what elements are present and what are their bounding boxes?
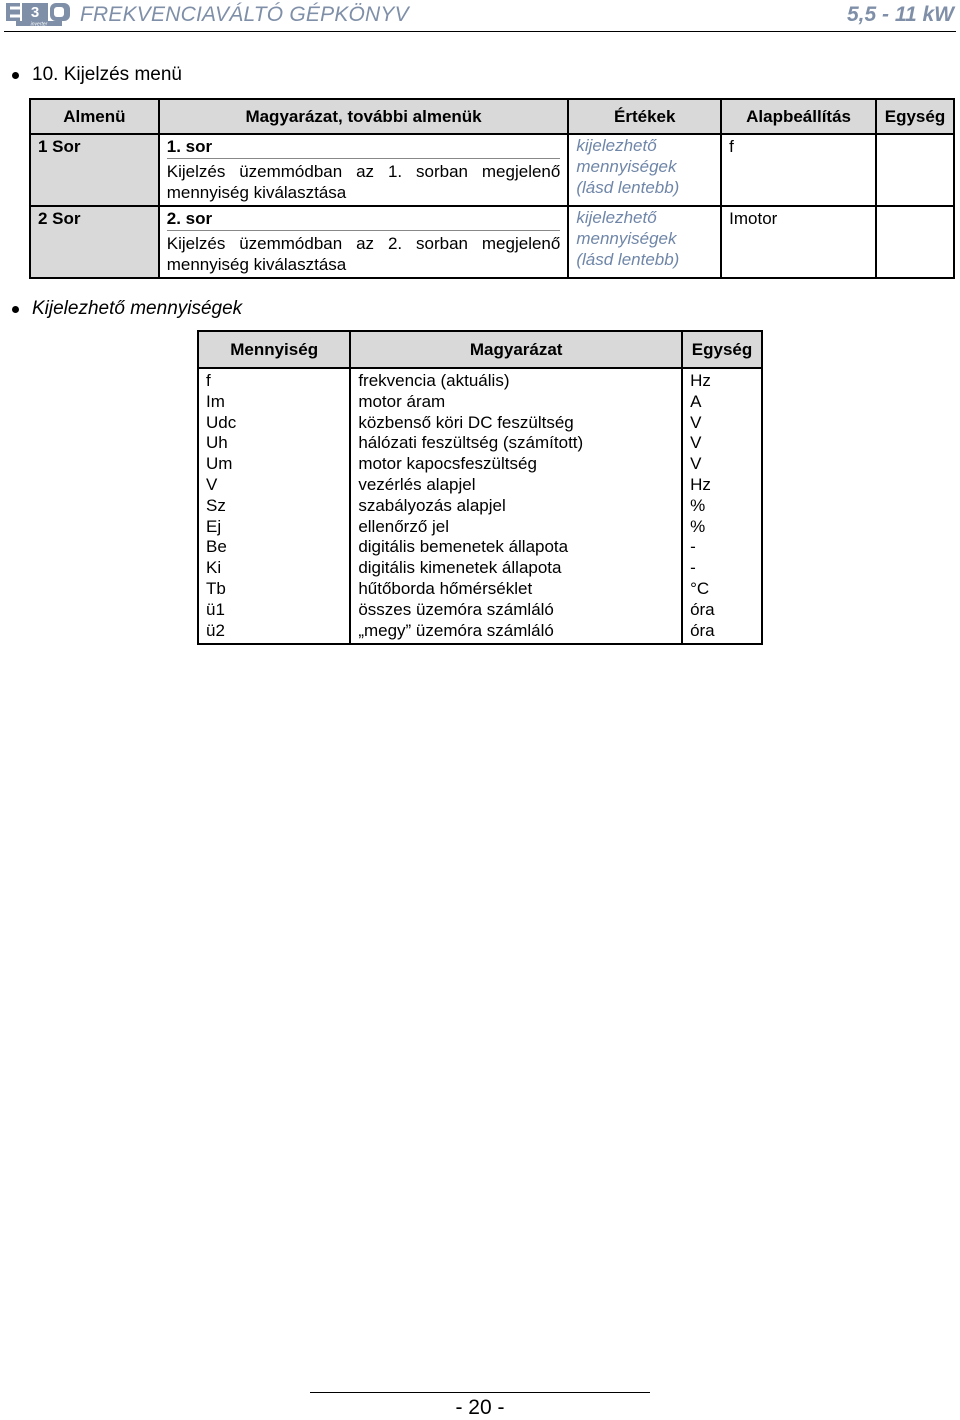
explanation-cell: motor áram (350, 392, 682, 413)
table-row (198, 475, 762, 496)
quantity-cell: Im (198, 392, 350, 413)
quantity-cell: Tb (198, 579, 350, 600)
table-row (198, 600, 762, 621)
almenu-cell: 2 Sor (30, 206, 159, 278)
explanation-cell: frekvencia (aktuális) (350, 368, 682, 392)
menu-table (29, 98, 955, 279)
header-divider (4, 31, 956, 32)
quantities-header-row (198, 331, 762, 368)
quantity-cell: Sz (198, 496, 350, 517)
quantity-cell: ü1 (198, 600, 350, 621)
explanation-cell: ellenőrző jel (350, 517, 682, 538)
default-cell: f (721, 134, 876, 206)
explanation-cell: digitális kimenetek állapota (350, 558, 682, 579)
unit-cell: V (682, 413, 762, 434)
table-row (198, 413, 762, 434)
explanation-cell: motor kapocsfeszültség (350, 454, 682, 475)
explanation-cell: szabályozás alapjel (350, 496, 682, 517)
svg-text:inverter: inverter (30, 21, 48, 26)
table-row (30, 134, 954, 206)
unit-cell (876, 206, 954, 278)
values-cell: kijelezhető mennyiségek (lásd lentebb) (568, 134, 721, 206)
bullet-icon (12, 72, 19, 79)
header-magyarazat: Magyarázat, további almenük (159, 99, 569, 134)
unit-cell: °C (682, 579, 762, 600)
quantity-cell: f (198, 368, 350, 392)
quantity-cell: Udc (198, 413, 350, 434)
explanation-cell: hűtőborda hőmérséklet (350, 579, 682, 600)
unit-cell: óra (682, 621, 762, 645)
quantity-cell: Ki (198, 558, 350, 579)
menu-table-header-row (30, 99, 954, 134)
footer-divider (310, 1392, 650, 1393)
section-heading-text: 10. Kijelzés menü (32, 64, 182, 85)
default-cell: Imotor (721, 206, 876, 278)
quantity-cell: Um (198, 454, 350, 475)
unit-cell: Hz (682, 368, 762, 392)
submenu-description: Kijelzés üzemmódban az 1. sorban megjelenő mennyiség kiválasztása (166, 162, 561, 202)
quantities-table (197, 330, 763, 645)
explanation-cell: közbenső köri DC feszültség (350, 413, 682, 434)
unit-cell: A (682, 392, 762, 413)
bullet-icon (12, 306, 19, 313)
header-egyseg: Egység (682, 331, 762, 368)
unit-cell: V (682, 454, 762, 475)
explanation-cell: összes üzemóra számláló (350, 600, 682, 621)
table-row (198, 368, 762, 392)
explanation-cell: „megy” üzemóra számláló (350, 621, 682, 645)
table-row (30, 206, 954, 278)
unit-cell: óra (682, 600, 762, 621)
explanation-cell: digitális bemenetek állapota (350, 537, 682, 558)
header-mennyiseg: Mennyiség (198, 331, 350, 368)
table-row (198, 579, 762, 600)
unit-cell: - (682, 558, 762, 579)
table-row (198, 496, 762, 517)
description-cell (159, 134, 569, 206)
quantity-cell: V (198, 475, 350, 496)
almenu-cell: 1 Sor (30, 134, 159, 206)
header-almenu: Almenü (30, 99, 159, 134)
table-row (198, 517, 762, 538)
page-number: - 20 - (455, 1396, 505, 1419)
quantity-cell: Be (198, 537, 350, 558)
unit-cell: V (682, 433, 762, 454)
header-egyseg: Egység (876, 99, 954, 134)
svg-text:3: 3 (30, 4, 40, 21)
unit-cell: % (682, 496, 762, 517)
values-cell: kijelezhető mennyiségek (lásd lentebb) (568, 206, 721, 278)
unit-cell: - (682, 537, 762, 558)
header-magyarazat: Magyarázat (350, 331, 682, 368)
section-heading-text: Kijelezhető mennyiségek (32, 298, 243, 319)
quantity-cell: Ej (198, 517, 350, 538)
table-row (198, 558, 762, 579)
table-row (198, 537, 762, 558)
submenu-title: 1. sor (167, 137, 561, 159)
page-header (0, 0, 960, 34)
table-row (198, 433, 762, 454)
quantity-cell: Uh (198, 433, 350, 454)
e3d-inverter-logo (6, 2, 72, 26)
unit-cell (876, 134, 954, 206)
submenu-description: Kijelzés üzemmódban az 2. sorban megjelenő mennyiség kiválasztása (166, 234, 561, 274)
description-cell (159, 206, 569, 278)
header-alapbeallitas: Alapbeállítás (721, 99, 876, 134)
power-range: 5,5 - 11 kW (847, 3, 954, 26)
section-heading-kijelzes-menu (12, 64, 182, 86)
table-row (198, 392, 762, 413)
explanation-cell: vezérlés alapjel (350, 475, 682, 496)
unit-cell: % (682, 517, 762, 538)
explanation-cell: hálózati feszültség (számított) (350, 433, 682, 454)
unit-cell: Hz (682, 475, 762, 496)
table-row (198, 454, 762, 475)
table-row (198, 621, 762, 645)
section-heading-kijelezheto-mennyisegek (12, 298, 242, 320)
document-title: FREKVENCIAVÁLTÓ GÉPKÖNYV (80, 3, 409, 26)
header-ertekek: Értékek (568, 99, 721, 134)
quantity-cell: ü2 (198, 621, 350, 645)
submenu-title: 2. sor (167, 209, 561, 231)
